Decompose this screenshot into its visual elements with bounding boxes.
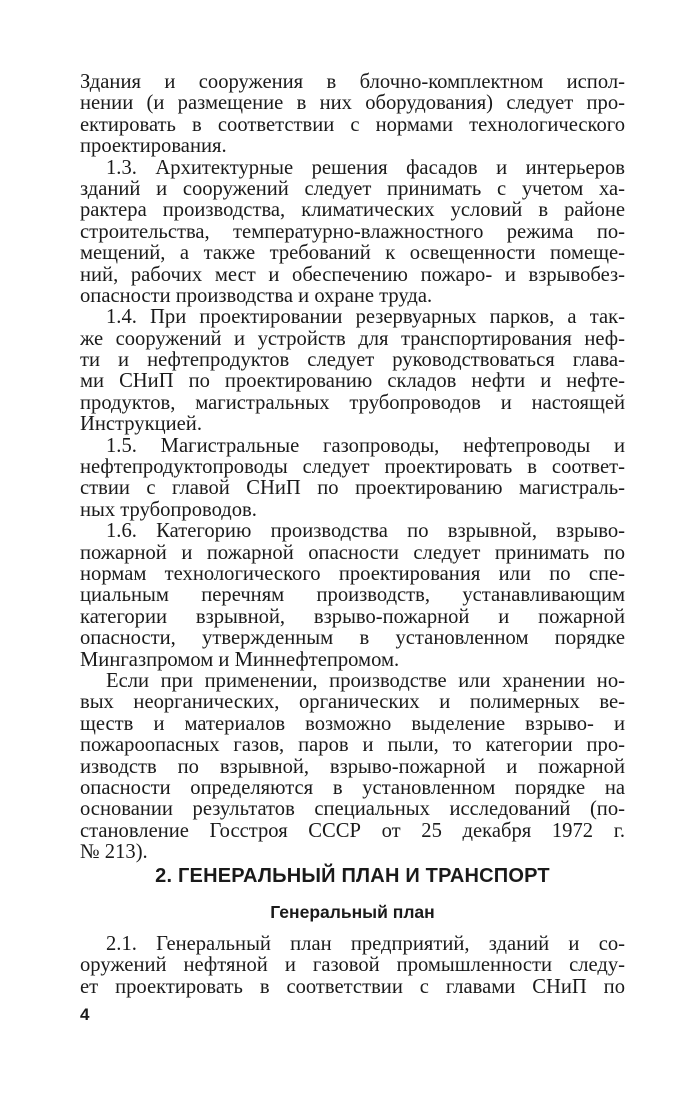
text-line: нефтепродуктопроводы следует проектировать в соответ-	[80, 457, 625, 479]
page-number: 4	[80, 1005, 90, 1024]
text-line: ти и нефтепродуктов следует руководствоваться глава-	[80, 350, 625, 372]
sub-heading: Генеральный план	[270, 902, 435, 922]
text-line: 2.1. Генеральный план предприятий, зданий и со-	[106, 934, 625, 955]
section-heading: 2. ГЕНЕРАЛЬНЫЙ ПЛАН И ТРАНСПОРТ	[155, 865, 550, 887]
text-line: рактера производства, климатических условий в районе	[80, 200, 625, 222]
text-line: Инструкцией.	[80, 414, 202, 436]
text-line: № 213).	[80, 842, 148, 864]
text-line: 1.3. Архитектурные решения фасадов и интерьеров	[106, 157, 625, 179]
text-line: ет проектировать в соответствии с главами СНиП по	[80, 976, 625, 998]
text-line: циальным перечням производств, устанавливающим	[80, 585, 625, 607]
text-line: опасности, утвержденным в установленном порядке	[80, 628, 625, 650]
text-line: становление Госстроя СССР от 25 декабря 1972 г.	[80, 820, 625, 842]
text-line: же сооружений и устройств для транспортирования неф‑	[80, 328, 625, 350]
text-line: ществ и материалов возможно выделение взрыво- и	[80, 713, 625, 735]
text-line: ми СНиП по проектированию складов нефти и нефте-	[80, 371, 625, 393]
text-line: опасности производства и охране труда.	[80, 285, 433, 307]
text-line: нении (и размещение в них оборудования) следует про-	[80, 93, 625, 115]
text-line: основании результатов специальных исследований (по-	[80, 799, 625, 821]
text-line: оружений нефтяной и газовой промышленности следу-	[80, 955, 625, 977]
text-line: Мингазпромом и Миннефтепромом.	[80, 649, 400, 671]
text-line: ний, рабочих мест и обеспечению пожаро- и взрывобез-	[80, 264, 625, 286]
text-line: 1.5. Магистральные газопроводы, нефтепроводы и	[106, 435, 625, 457]
text-line: изводств по взрывной, взрыво-пожарной и пожарной	[80, 756, 625, 778]
text-line: Здания и сооружения в блочно-комплектном испол-	[80, 72, 625, 93]
text-line: 1.6. Категорию производства по взрывной, взрыво-	[106, 521, 625, 543]
text-line: категории взрывной, взрыво-пожарной и пожарной	[80, 606, 625, 628]
body-text-block-2	[80, 934, 625, 998]
text-line: 1.4. При проектировании резервуарных парков, а так-	[106, 307, 625, 329]
text-line: строительства, температурно-влажностного режима по-	[80, 221, 625, 243]
text-line: ных трубопроводов.	[80, 499, 257, 521]
text-line: ектировать в соответствии с нормами технологического	[80, 114, 625, 136]
text-line: вых неорганических, органических и полимерных ве-	[80, 692, 625, 714]
text-line: опасности определяются в установленном порядке на	[80, 777, 625, 799]
text-line: пожарной и пожарной опасности следует принимать по	[80, 542, 625, 564]
text-line: Если при применении, производстве или хранении но-	[106, 670, 625, 692]
text-line: пожароопасных газов, паров и пыли, то категории про-	[80, 735, 625, 757]
text-line: зданий и сооружений следует принимать с учетом ха-	[80, 178, 625, 200]
text-line: ствии с главой СНиП по проектированию магистраль-	[80, 478, 625, 500]
text-line: нормам технологического проектирования или по спе-	[80, 563, 625, 585]
text-line: продуктов, магистральных трубопроводов и настоящей	[80, 392, 625, 414]
text-line: мещений, а также требований к освещенности помеще-	[80, 243, 625, 265]
body-text-block	[80, 72, 625, 863]
text-line: проектирования.	[80, 136, 227, 158]
